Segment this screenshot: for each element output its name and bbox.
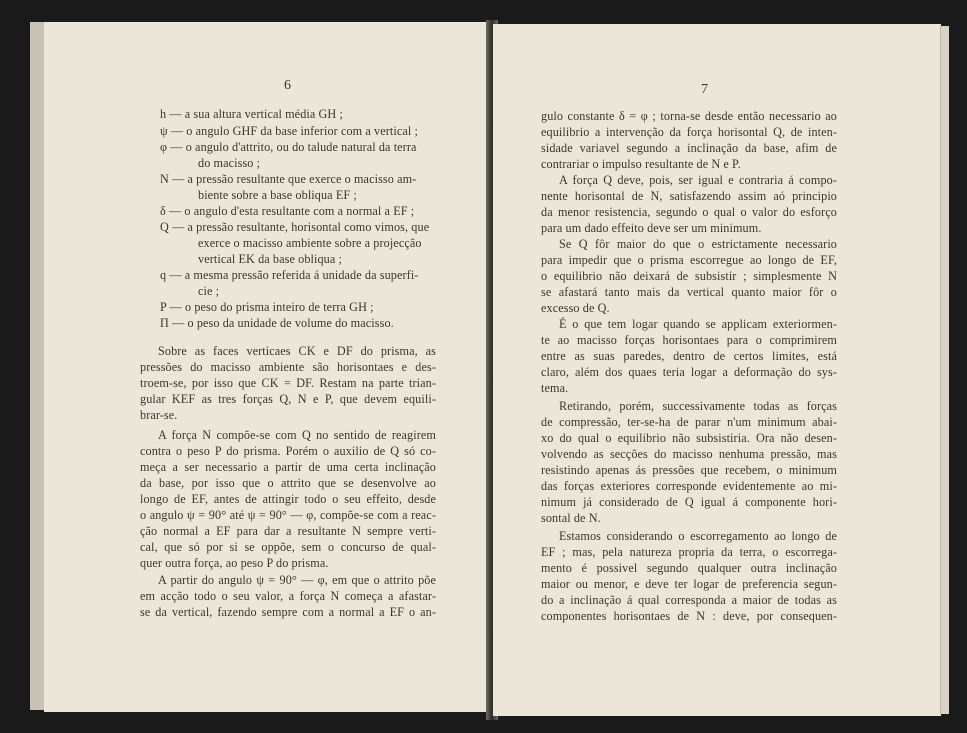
paragraph-line: pressões do macisso ambiente são horisontaes e des-: [140, 360, 436, 374]
paragraph-line: entre as suas paredes, dentro de certos limites, está: [541, 349, 837, 363]
paragraph-line: Se Q fôr maior do que o estrictamente necessario: [559, 237, 837, 251]
paragraph-line: cal, que só por si se oppõe, sem o concurso de qual-: [140, 540, 436, 554]
definition-line: cie ;: [198, 284, 220, 298]
definition-line: N — a pressão resultante que exerce o macisso am-: [160, 172, 417, 186]
paragraph-line: gular KEF as tres forças Q, N e P, que devem equili-: [140, 392, 436, 406]
paragraph-line: troem-se, por isso que CK = DF. Restam na parte trian-: [140, 376, 436, 390]
paragraph-line: A força N compõe-se com Q no sentido de reagirem: [158, 428, 436, 442]
paragraph-line: quer outra força, ao peso P do prisma.: [140, 556, 329, 570]
paragraph-line: te ao macisso forças horisontaes para o comprimirem: [541, 333, 837, 347]
paragraph-line: das forças exteriores corresponde evidentemente ao mi-: [541, 479, 837, 493]
definition-line: P — o peso do prisma inteiro de terra GH ;: [160, 300, 374, 314]
paragraph-line: sontal de N.: [541, 511, 601, 525]
definition-line: δ — o angulo d'esta resultante com a normal a EF ;: [160, 204, 415, 218]
paragraph-line: gulo constante δ = φ ; torna-se desde então necessario ao: [541, 109, 837, 123]
paragraph-line: o equilibrio não deixará de subsistir ; simplesmente N: [541, 269, 837, 283]
definition-line: q — a mesma pressão referida á unidade da superfi-: [160, 268, 419, 282]
paragraph-line: em acção todo o seu valor, a força N começa a afastar-: [140, 589, 436, 603]
paragraph-line: excesso de Q.: [541, 301, 610, 315]
definition-line: exerce o macisso ambiente sobre a projecção: [198, 236, 422, 250]
paragraph-line: equilibrio a intervenção da força horisontal Q, de inten-: [541, 125, 837, 139]
paragraph-line: contra o peso P do prisma. Porém o auxilio de Q só co-: [140, 444, 436, 458]
paragraph-line: A força Q deve, pois, ser igual e contraria á compo-: [559, 173, 837, 187]
definition-line: ψ — o angulo GHF da base inferior com a vertical ;: [160, 124, 418, 138]
paragraph-line: para um dado effeito deve ser um minimum.: [541, 221, 762, 235]
paragraph-line: resistindo apenas ás pressões que recebem, o minimum: [541, 463, 837, 477]
definition-line: Q — a pressão resultante, horisontal como vimos, que: [160, 220, 430, 234]
page-number: 7: [701, 82, 708, 97]
paragraph-line: mento é possivel segundo qualquer outra inclinação: [541, 561, 837, 575]
paragraph-line: para impedir que o prisma escorregue ao longo de EF,: [541, 253, 837, 267]
paragraph-line: nente horisontal de N, satisfazendo assim aó principio: [541, 189, 837, 203]
right-page-stack-edge: [940, 26, 949, 714]
paragraph-line: sidade variavel segundo a inclinação da base, afim de: [541, 141, 837, 155]
paragraph-line: nimum já considerado de Q igual á componente hori-: [541, 495, 837, 509]
paragraph-line: contrariar o impulso resultante de N e P.: [541, 157, 741, 171]
paragraph-line: A partir do angulo ψ = 90° — φ, em que o attrito põe: [158, 573, 436, 587]
definition-line: do macisso ;: [198, 156, 261, 170]
paragraph-line: se da vertical, fazendo sempre com a normal a EF o an-: [140, 605, 436, 619]
definition-line: φ — o angulo d'attrito, ou do talude natural da terra: [160, 140, 417, 154]
paragraph-line: longo de EF, antes de attingir todo o seu effeito, desde: [140, 492, 436, 506]
definition-line: vertical EK da base obliqua ;: [198, 252, 343, 266]
paragraph-line: EF ; mas, pela natureza propria da terra, o escorrega-: [541, 545, 837, 559]
paragraph-line: ção normal a EF para dar a resultante N sempre verti-: [140, 524, 436, 538]
paragraph-line: É o que tem logar quando se applicam exteriormen-: [559, 317, 837, 331]
paragraph-line: de compressão, ter-se-ha de parar n'um minimum abai-: [541, 415, 837, 429]
paragraph-line: da base, por isso que o attrito que se desenvolve ao: [140, 476, 436, 490]
paragraph-line: volvendo as secções do macisso nenhuma pressão, mas: [541, 447, 837, 461]
paragraph-line: Sobre as faces verticaes CK e DF do prisma, as: [158, 344, 436, 358]
left-page: [44, 22, 490, 712]
paragraph-line: do a inclinação á qual corresponda a maior de todas as: [541, 593, 837, 607]
right-page: [493, 24, 941, 716]
paragraph-line: meça a ser necessario a partir de uma certa inclinação: [140, 460, 436, 474]
paragraph-line: Estamos considerando o escorregamento ao longo de: [559, 529, 837, 543]
paragraph-line: tema.: [541, 381, 569, 395]
paragraph-line: da menor resistencia, segundo o qual o valor do esforço: [541, 205, 837, 219]
paragraph-line: claro, além dos quaes teria logar a deformação do sys-: [541, 365, 837, 379]
definition-line: h — a sua altura vertical média GH ;: [160, 107, 343, 121]
paragraph-line: xo do qual o equilibrio não subsistiria. Ora não desen-: [541, 431, 837, 445]
paragraph-line: componentes horisontaes de N : deve, por consequen-: [541, 609, 837, 623]
paragraph-line: se afastará tanto mais da vertical quanto maior fôr o: [541, 285, 837, 299]
page-number: 6: [284, 78, 291, 93]
definition-line: biente sobre a base obliqua EF ;: [198, 188, 357, 202]
paragraph-line: o angulo ψ = 90° até ψ = 90° — φ, compõe-se com a reac-: [140, 508, 436, 522]
definition-line: Π — o peso da unidade de volume do macisso.: [160, 316, 394, 330]
paragraph-line: brar-se.: [140, 408, 178, 422]
paragraph-line: maior ou menor, e deve ter logar de preferencia segun-: [541, 577, 837, 591]
paragraph-line: Retirando, porém, successivamente todas as forças: [559, 399, 837, 413]
